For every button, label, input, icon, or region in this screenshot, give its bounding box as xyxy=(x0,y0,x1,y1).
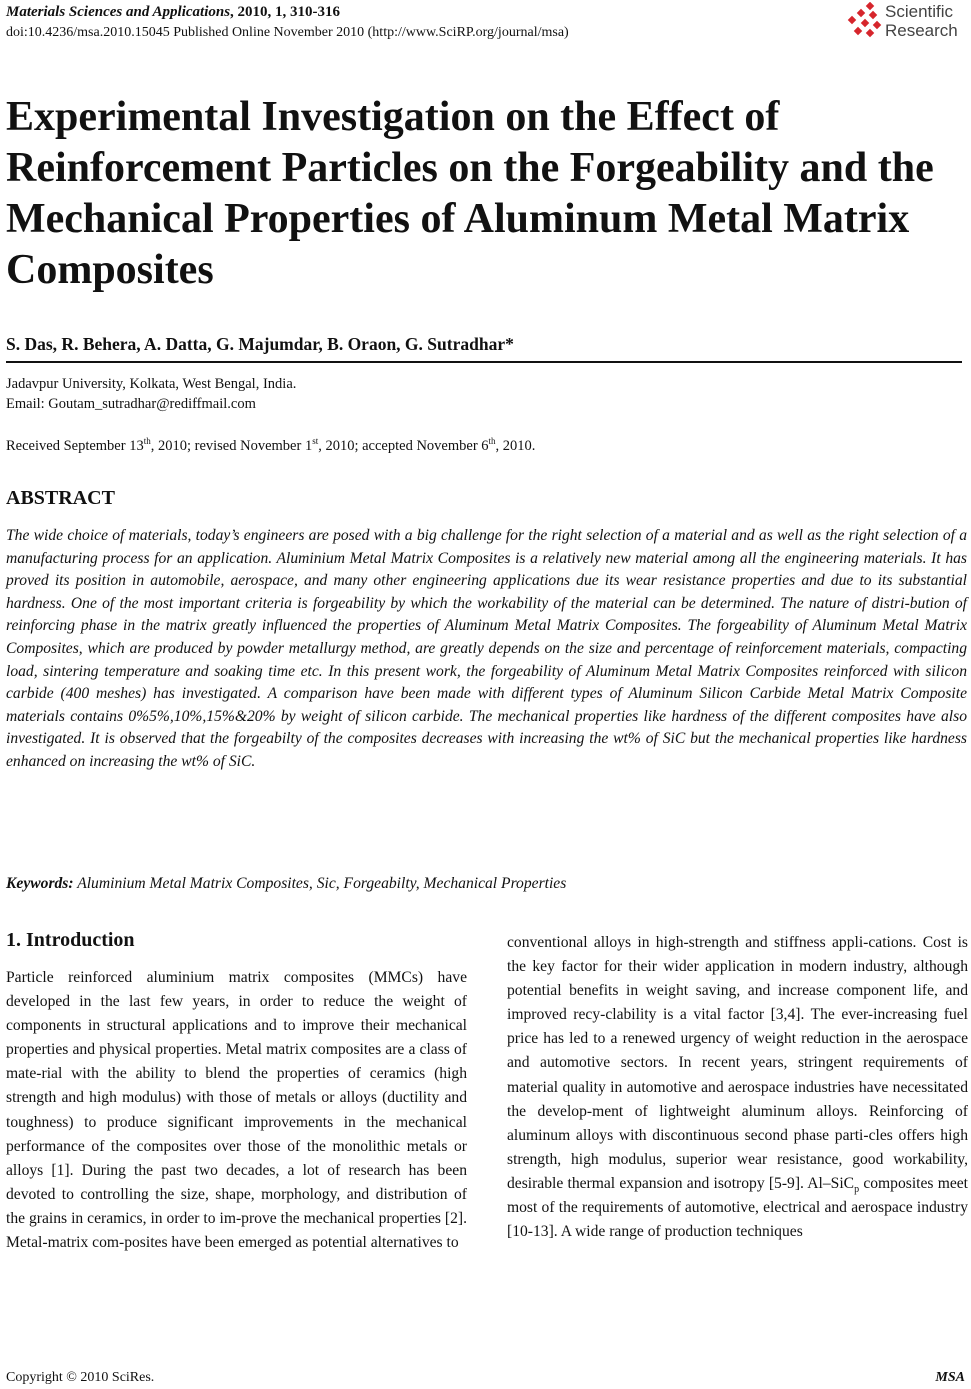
abstract-text: The wide choice of materials, today’s engineers are posed with a big challenge for the right selection of a material and as well as the right selection of a manufacturing process for an application. Aluminium Metal Matrix Composites is a relatively new material among all the engineering materials. It has proved its position in automobile, aerospace, and many other engineering applications due its wear resistance properties and due to its substantial hardness. One of the most important criteria is forgeability by which the workability of the material can be determined. The nature of distri-bution of reinforcing phase in the matrix greatly influenced the properties of Aluminum Metal Matrix Composites. The forgeability of Aluminum Metal Matrix Composites, which are produced by powder metallurgy method, are greatly depends on the size and percentage of reinforcement materials, compacting load, sintering temperature and soaking time etc. In this present work, the forgeability of Aluminum Metal Matrix Composites reinforced with silicon carbide (400 meshes) has investigated. A comparison have been made with different types of Aluminum Silicon Carbide Metal Matrix Composite materials contains 0%5%,10%,15%&20% by weight of silicon carbide. The mechanical properties like hardness of the different composites have also investigated. It is observed that the forgeabilty of the composites decreases with increasing the wt% of SiC but the mechanical properties like hardness enhanced on increasing the wt% of SiC. xyxy=(6,527,967,770)
intro-right-subscript: p xyxy=(854,1184,860,1196)
received-text-4: , 2010. xyxy=(495,438,536,454)
author-divider xyxy=(6,361,962,363)
affiliation: Jadavpur University, Kolkata, West Bengal, India. xyxy=(6,376,297,392)
author-list: S. Das, R. Behera, A. Datta, G. Majumdar, B. Oraon, G. Sutradhar* xyxy=(6,334,514,354)
scientific-research-logo xyxy=(845,2,965,44)
footer-copyright: Copyright © 2010 SciRes. xyxy=(6,1370,155,1385)
footer-journal-abbr: MSA xyxy=(935,1370,965,1385)
logo-text-line2: Research xyxy=(885,21,958,40)
logo-text-line1: Scientific xyxy=(885,2,954,21)
publisher-logo-icon xyxy=(845,2,885,42)
paper-title: Experimental Investigation on the Effect of Reinforcement Particles on the Forgeability and the Mechanical Properties of Aluminum Metal Matrix Composites xyxy=(6,94,934,293)
journal-citation xyxy=(6,3,340,21)
intro-left-column: Particle reinforced aluminium matrix composites (MMCs) have developed in the last few years, in order to reduce the weight of components in structural applications and to improve their mechanical properties and physical properties. Metal matrix composites are a class of mate-rial with the ability to blend the properties of ceramics (high strength and high modulus) with those of metals or alloys (ductility and toughness) to produce significant improvements in the mechanical performance of the composites over those of the monolithic metals or alloys [1]. During the past two decades, a lot of research has been devoted to controlling the size, shape, morphology, and distribution of the grains in ceramics, in order to im-prove the mechanical properties [2]. Metal-matrix com-posites have been emerged as potential alternatives to xyxy=(6,969,467,1252)
contact-email: Email: Goutam_sutradhar@rediffmail.com xyxy=(6,396,256,412)
keywords-text: Aluminium Metal Matrix Composites, Sic, Forgeabilty, Mechanical Properties xyxy=(73,875,567,892)
abstract-heading: ABSTRACT xyxy=(6,487,115,509)
section-heading-introduction: 1. Introduction xyxy=(6,929,135,951)
received-sup-1: th xyxy=(143,436,151,446)
received-dates xyxy=(6,436,535,456)
journal-issue: , 2010, 1, 310-316 xyxy=(230,4,341,20)
received-text-2: , 2010; revised November 1 xyxy=(150,438,313,454)
received-sup-2: st xyxy=(312,436,319,446)
keywords-label: Keywords: xyxy=(6,875,74,892)
received-sup-3: th xyxy=(488,436,496,446)
keywords xyxy=(6,874,566,894)
received-text-1: Received September 13 xyxy=(6,438,144,454)
intro-right-text-b: composites meet most of the requirements of automotive, electrical and aerospace industry [10-13]. A wide range of production techniques xyxy=(507,1174,968,1241)
affiliation-block xyxy=(6,374,296,414)
intro-right-text-a: conventional alloys in high-strength and stiffness appli-cations. Cost is the key factor for their wider application in modern industry, although potential benefits in weight saving, and increase component life, and improved recy-clability is a vital factor [3,4]. The ever-increasing fuel price has led to a renewed urgency of weight reduction in the aerospace and automotive sectors. In recent years, stringent requirements of material quality in automotive and aerospace industries have necessitated the develop-ment of lightweight aluminum alloys. Reinforcing of aluminum alloys with discontinuous second phase parti-cles offers high strength, high modulus, superior wear resistance, good workability, desirable thermal expansion and isotropy [5-9]. Al–SiC xyxy=(507,934,968,1192)
received-text-3: , 2010; accepted November 6 xyxy=(318,438,489,454)
journal-name: Materials Sciences and Applications xyxy=(6,4,231,20)
intro-right-column xyxy=(507,931,968,1244)
logo-text xyxy=(885,2,958,40)
doi-line: doi:10.4236/msa.2010.15045 Published Online November 2010 (http://www.SciRP.org/journal/msa) xyxy=(6,25,569,40)
